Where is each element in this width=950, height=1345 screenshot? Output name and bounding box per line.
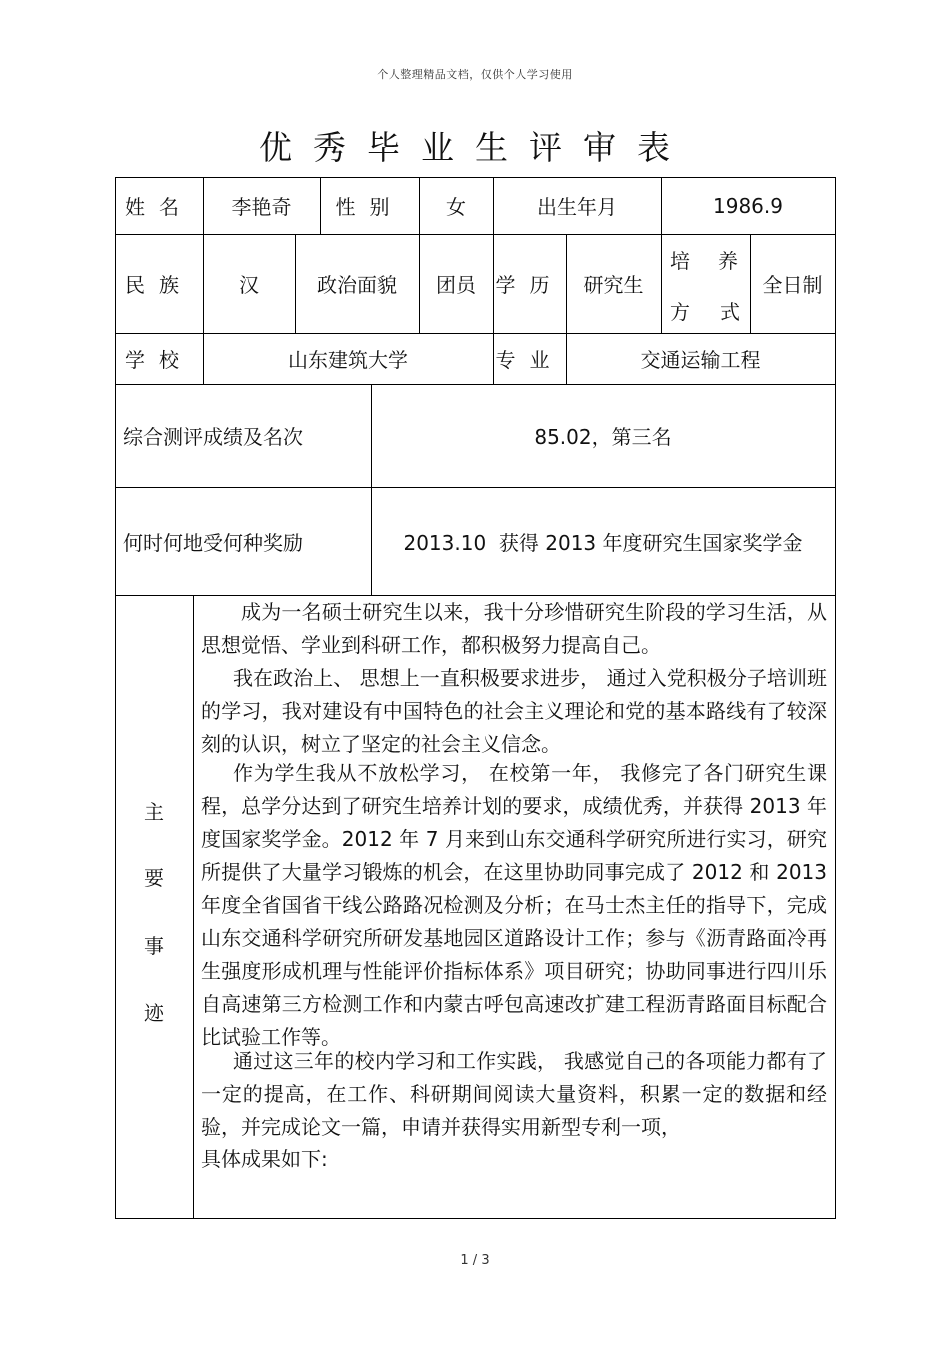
label-gender: 性别: [335, 195, 404, 219]
label-birth: 出生年月: [537, 195, 617, 219]
value-ethnicity: 汉: [239, 273, 259, 297]
deeds-paragraph-5: 具体成果如下:: [201, 1147, 328, 1171]
label-deeds-char-1: 主: [144, 800, 164, 824]
deeds-paragraph-1: 成为一名硕士研究生以来，我十分珍惜研究生阶段的学习生活，从思想觉悟、学业到科研工作，都积极努力提高自己。: [201, 600, 827, 657]
deeds-paragraph-2: 我在政治上、 思想上一直积极要求进步， 通过入党积极分子培训班的学习，我对建设有中国特色的社会主义理论和党的基本路线有了较深刻的认识，树立了坚定的社会主义信念。: [201, 666, 827, 756]
deeds-paragraph-4: 通过这三年的校内学习和工作实践， 我感觉自己的各项能力都有了一定的提高，在工作、科研期间阅读大量资料，积累一定的数据和经验，并完成论文一篇，申请并获得实用新型专利一项，: [201, 1049, 827, 1139]
value-education: 研究生: [583, 273, 644, 297]
label-major: 专业: [495, 348, 564, 372]
value-score: 85.02，第三名: [534, 425, 672, 449]
page-number: 1 / 3: [460, 1253, 490, 1268]
label-school: 学校: [125, 348, 193, 372]
value-training-mode: 全日制: [762, 273, 823, 297]
label-political: 政治面貌: [317, 273, 397, 297]
label-deeds-char-2: 要: [144, 866, 164, 890]
value-political: 团员: [436, 273, 476, 297]
value-name: 李艳奇: [231, 195, 292, 219]
value-awards: 2013.10 获得 2013 年度研究生国家奖学金: [403, 530, 803, 555]
value-birth: 1986.9: [713, 193, 783, 218]
label-deeds-char-3: 事: [144, 934, 164, 958]
header-note: 个人整理精品文档，仅供个人学习使用: [377, 68, 573, 81]
label-score: 综合测评成绩及名次: [123, 425, 303, 449]
label-deeds-char-4: 迹: [144, 1001, 164, 1025]
value-gender: 女: [446, 195, 466, 219]
label-name: 姓名: [125, 195, 193, 219]
page-title: 优秀毕业生评审表: [259, 128, 691, 167]
deeds-paragraph-3: 作为学生我从不放松学习， 在校第一年， 我修完了各门研究生课程，总学分达到了研究生培养计划的要求，成绩优秀，并获得 2013 年度国家奖学金。2012 年 7 月来到山东交通科学研究所进行实习，研究所提供了大量学习锻炼的机会，在这里协助同事完成了 2012 和 2013 年度全省国省干线公路路况检测及分析；在马士杰主任的指导下，完成山东交通科学研究所研发基地园区道路设计工作；参与《沥青路面冷再生强度形成机理与性能评价指标体系》项目研究；协助同事进行四川乐自高速第三方检测工作和内蒙古呼包高速改扩建工程沥青路面目标配合比试验工作等。: [201, 761, 827, 1049]
label-ethnicity: 民族: [125, 273, 193, 297]
label-awards: 何时何地受何种奖励: [123, 530, 303, 555]
label-education: 学历: [495, 273, 564, 297]
value-major: 交通运输工程: [640, 348, 761, 372]
value-school: 山东建筑大学: [288, 348, 408, 372]
